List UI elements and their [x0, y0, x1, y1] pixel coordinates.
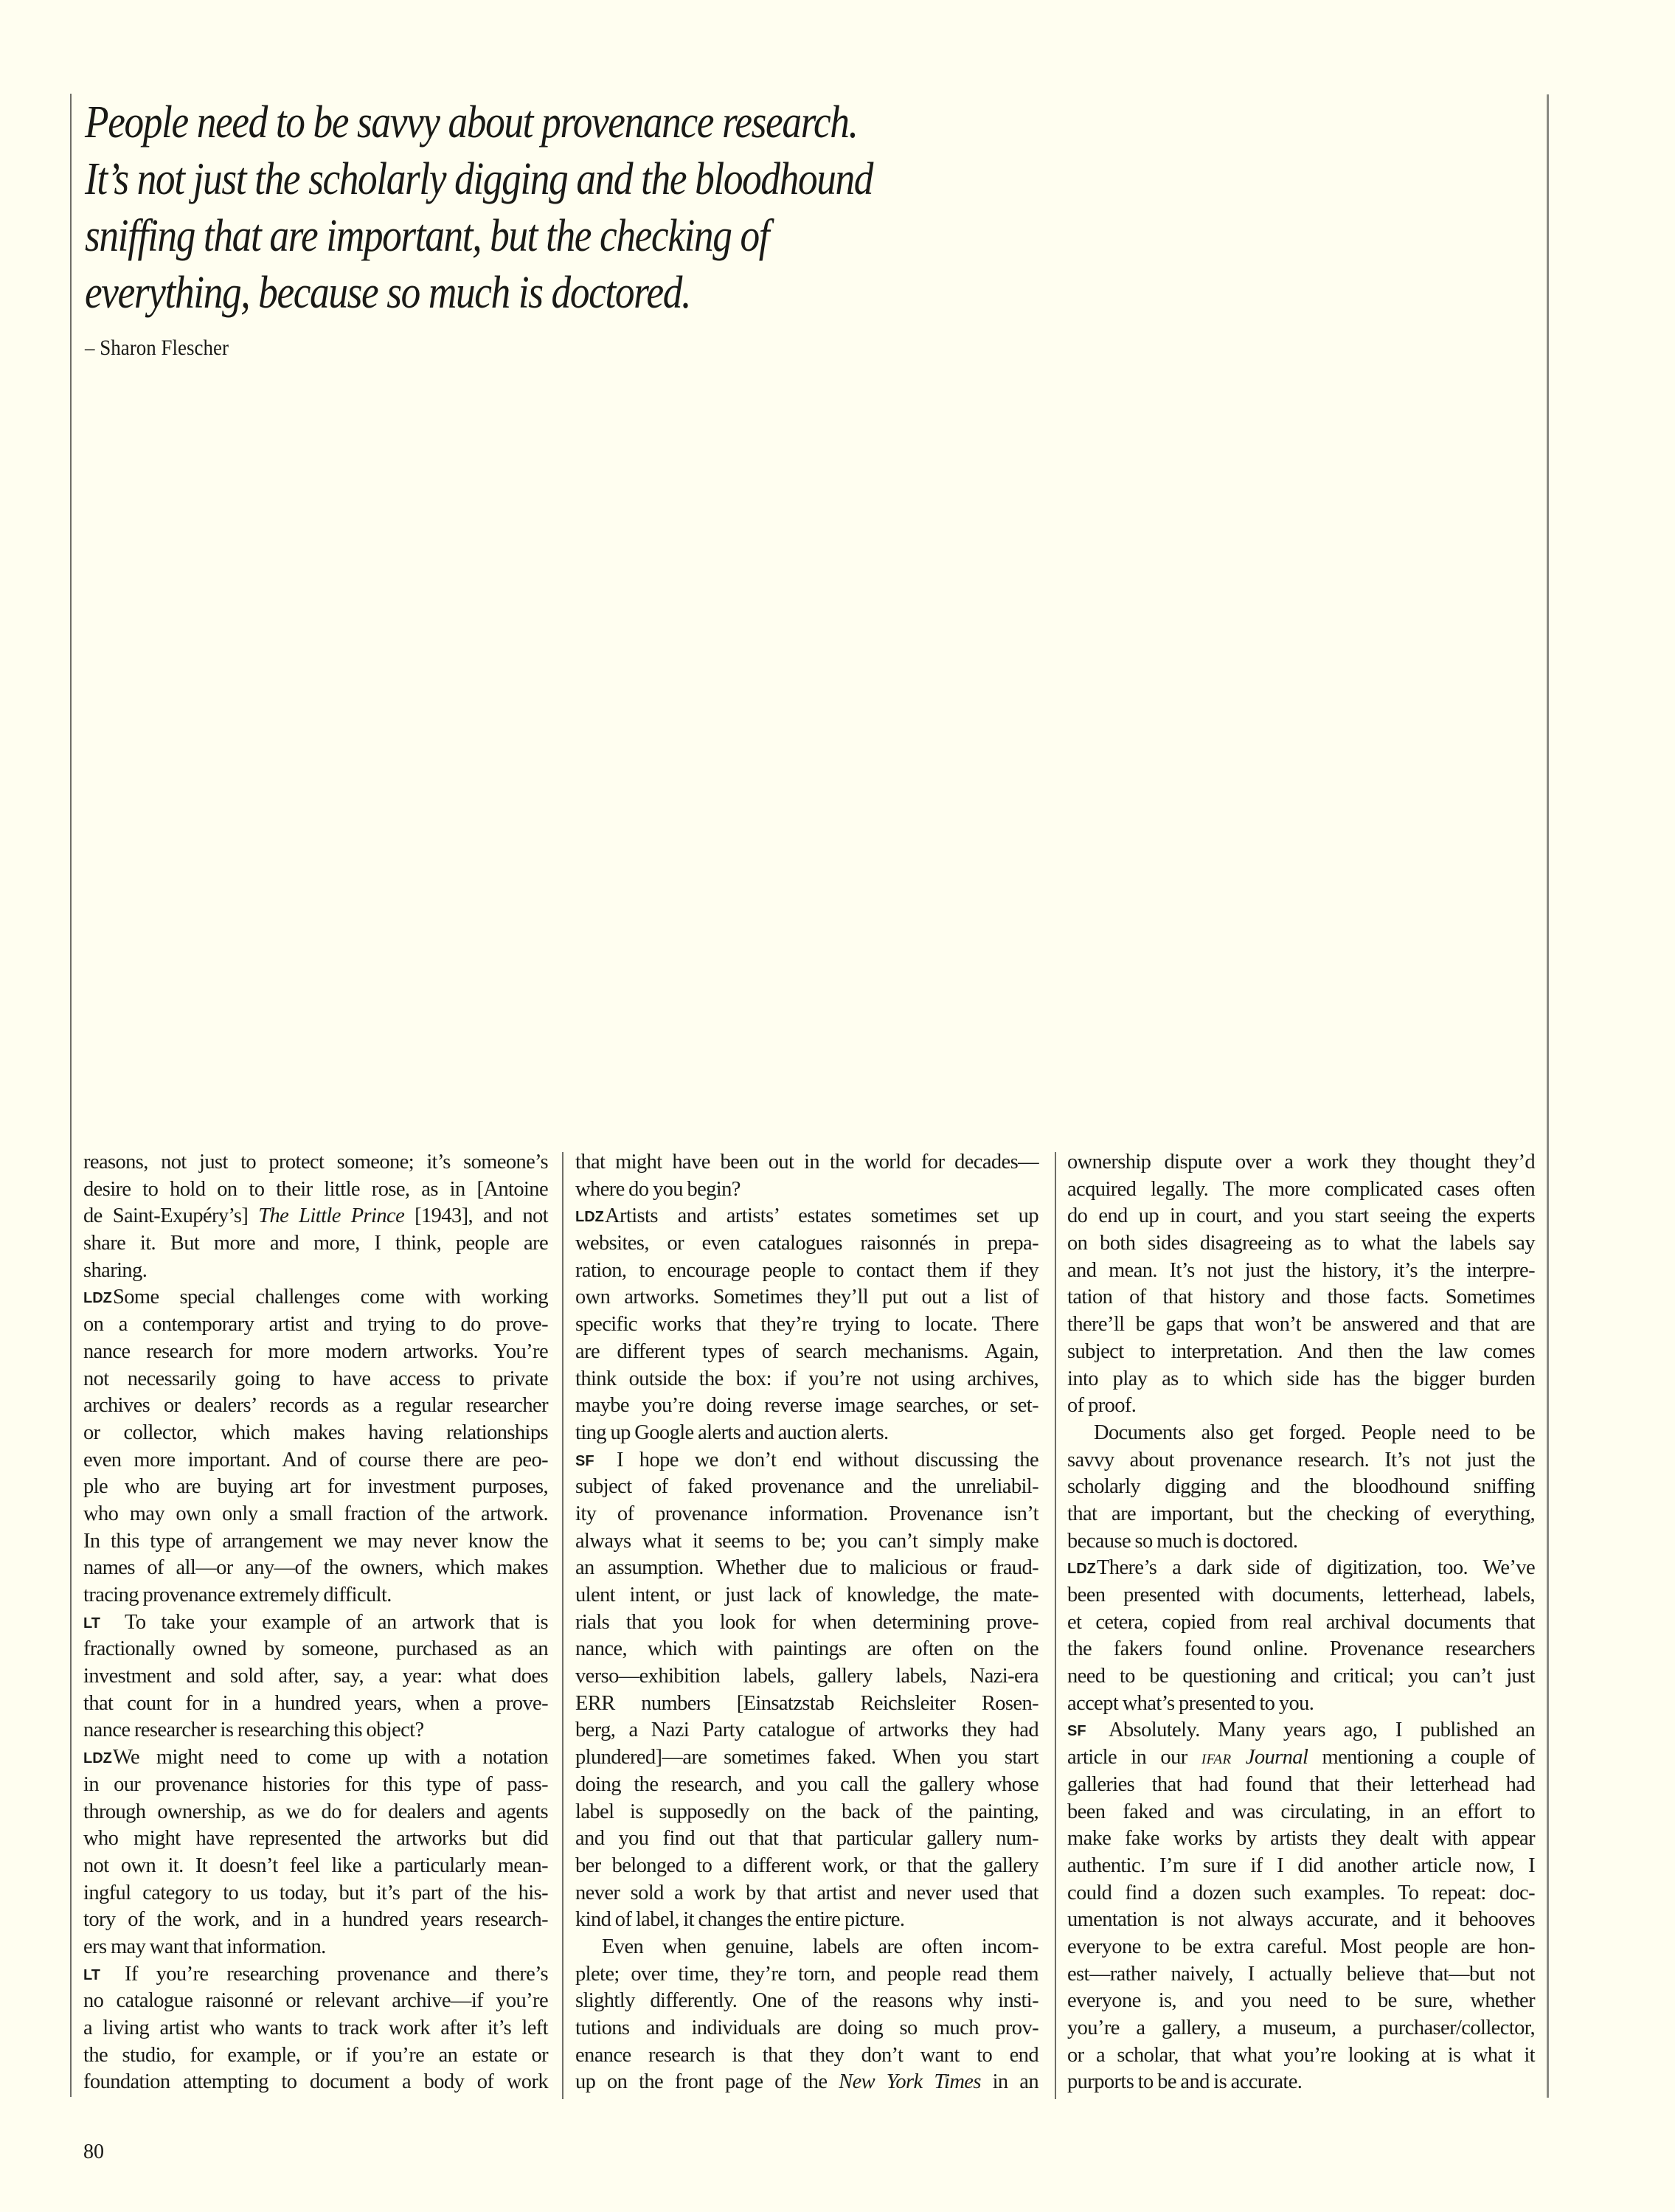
text-line: article in our IFAR Journal mentioning a couple of: [1067, 1746, 1535, 1769]
text-line: where do you begin?: [575, 1177, 741, 1201]
text-line: everyone to be extra careful. Most people are hon-: [1067, 1935, 1535, 1958]
text-line: the fakers found online. Provenance researchers: [1067, 1637, 1535, 1661]
text-line: LDZWe might need to come up with a notation: [83, 1744, 548, 1772]
text-line: ERR numbers [Einsatzstab Reichsleiter Rosen-: [575, 1691, 1038, 1715]
text-line: a living artist who wants to track work after it’s left: [83, 2017, 548, 2039]
text-line: you’re a gallery, a museum, a purchaser/collector,: [1067, 2017, 1535, 2039]
text-line: everyone is, and you need to be sure, whether: [1067, 1989, 1535, 2013]
text-line: up on the front page of the New York Times in an: [575, 2070, 1038, 2094]
text-line: acquired legally. The more complicated cases often: [1067, 1177, 1535, 1201]
book-title: The Little Prince: [258, 1204, 405, 1228]
text-line: an assumption. Whether due to malicious or fraud-: [575, 1556, 1038, 1580]
speaker-label: LDZ: [1067, 1561, 1096, 1578]
text-line: LDZArtists and artists’ estates sometimes set up: [575, 1203, 1038, 1230]
text-line: tutions and individuals are doing so much prov-: [575, 2017, 1038, 2039]
text-column-3: [1067, 1149, 1535, 2096]
text-line: into play as to which side has the bigger burden: [1067, 1367, 1535, 1390]
text-line: savvy about provenance research. It’s not just the: [1067, 1448, 1535, 1471]
text-line: who might have represented the artworks but did: [83, 1827, 548, 1851]
text-line: nance, which with paintings are often on the: [575, 1637, 1038, 1661]
text-line: doing the research, and you call the gallery whose: [575, 1772, 1038, 1796]
text-line: on both sides disagreeing as to what the labels say: [1067, 1232, 1535, 1255]
text-line: of proof.: [1067, 1394, 1137, 1418]
text-line: ber belonged to a different work, or that the gallery: [575, 1854, 1038, 1877]
text-line: are different types of search mechanisms. Again,: [575, 1339, 1038, 1363]
text-line: ity of provenance information. Provenance isn’t: [575, 1502, 1038, 1525]
text-line: LT If you’re researching provenance and there’s: [83, 1961, 548, 1989]
text-line: because so much is doctored.: [1067, 1529, 1298, 1553]
ifar-smallcaps: IFAR: [1201, 1752, 1232, 1768]
text-line: sharing.: [83, 1258, 148, 1282]
text-line: In this type of arrangement we may never know the: [83, 1529, 548, 1553]
text-line: enance research is that they don’t want to end: [575, 2043, 1038, 2067]
text-line: subject of faked provenance and the unreliabil-: [575, 1475, 1038, 1499]
pull-quote-text: [85, 94, 973, 322]
text-line: umentation is not always accurate, and it behooves: [1067, 1908, 1535, 1932]
text-line: no catalogue raisonné or relevant archive—if you’re: [83, 1989, 548, 2013]
right-border-rule: [1547, 94, 1549, 2098]
speaker-label: LT: [83, 1615, 100, 1632]
text-line: ulent intent, or just lack of knowledge, the mate-: [575, 1584, 1038, 1606]
text-line: that count for in a hundred years, when a prove-: [83, 1691, 548, 1715]
text-line: who may own only a small fraction of the artwork.: [83, 1502, 548, 1525]
pull-quote: [85, 94, 1117, 361]
text-line: names of all—or any—of the owners, which makes: [83, 1556, 548, 1580]
text-line: ration, to encourage people to contact them if they: [575, 1258, 1038, 1282]
text-line: think outside the box: if you’re not using archives,: [575, 1367, 1038, 1390]
text-line: rials that you look for when determining prove-: [575, 1610, 1038, 1634]
text-line: label is supposedly on the back of the painting,: [575, 1800, 1038, 1823]
text-line: make fake works by artists they dealt with appear: [1067, 1827, 1535, 1851]
text-line: LDZThere’s a dark side of digitization, too. We’ve: [1067, 1555, 1535, 1582]
pull-quote-line: People need to be savvy about provenance research.: [85, 97, 858, 148]
speaker-label: LDZ: [83, 1290, 112, 1307]
text-line: kind of label, it changes the entire picture.: [575, 1908, 905, 1932]
text-line: always what it seems to be; you can’t simply make: [575, 1529, 1038, 1553]
text-line: there’ll be gaps that won’t be answered and that are: [1067, 1313, 1535, 1336]
text-line: been faked and was circulating, in an effort to: [1067, 1800, 1535, 1823]
text-line: verso—exhibition labels, gallery labels, Nazi-era: [575, 1665, 1038, 1688]
text-line: Even when genuine, labels are often incom-: [602, 1935, 1038, 1958]
text-line: never sold a work by that artist and never used that: [575, 1881, 1038, 1904]
text-line: need to be questioning and critical; you can’t just: [1067, 1665, 1535, 1688]
text-line: scholarly digging and the bloodhound sniffing: [1067, 1475, 1535, 1499]
text-line: and you find out that that particular gallery num-: [575, 1827, 1038, 1851]
text-line: not necessarily going to have access to private: [83, 1367, 548, 1390]
text-line: ple who are buying art for investment purposes,: [83, 1475, 548, 1499]
text-line: SF I hope we don’t end without discussing the: [575, 1447, 1038, 1474]
text-line: own artworks. Sometimes they’ll put out a list of: [575, 1286, 1038, 1309]
text-line: in our provenance histories for this type of pass-: [83, 1772, 548, 1796]
text-line: tation of that history and those facts. Sometimes: [1067, 1286, 1535, 1309]
text-line: been presented with documents, letterhead, labels,: [1067, 1584, 1535, 1606]
text-line: SF Absolutely. Many years ago, I published an: [1067, 1717, 1535, 1744]
text-line: the studio, for example, or if you’re an estate or: [83, 2043, 548, 2067]
text-line: and mean. It’s not just the history, it’s the interpre-: [1067, 1258, 1535, 1282]
speaker-label: SF: [1067, 1723, 1086, 1740]
text-line: galleries that had found that their letterhead had: [1067, 1772, 1535, 1796]
text-line: or a scholar, that what you’re looking at is what it: [1067, 2043, 1535, 2067]
speaker-label: LDZ: [575, 1209, 604, 1226]
text-line: slightly differently. One of the reasons why insti-: [575, 1989, 1038, 2013]
text-line: fractionally owned by someone, purchased as an: [83, 1637, 548, 1661]
speaker-label: LT: [83, 1966, 100, 1983]
text-line: subject to interpretation. And then the law comes: [1067, 1339, 1535, 1363]
speaker-label: SF: [575, 1452, 594, 1469]
pull-quote-attribution: – Sharon Flescher: [85, 336, 229, 360]
text-line: on a contemporary artist and trying to do prove-: [83, 1313, 548, 1336]
journal-title: Journal: [1245, 1746, 1308, 1769]
text-column-1: [83, 1149, 548, 2096]
text-line: share it. But more and more, I think, people are: [83, 1232, 548, 1255]
text-line: ownership dispute over a work they thought they’d: [1067, 1151, 1535, 1173]
pull-quote-line: sniffing that are important, but the checking of: [85, 211, 769, 261]
text-line: nance research for more modern artworks. You’re: [83, 1339, 548, 1363]
left-border-rule: [70, 94, 72, 2097]
text-line: websites, or even catalogues raisonnés in prepa-: [575, 1232, 1038, 1255]
column-divider-2: [1055, 1152, 1056, 2099]
text-line: LT To take your example of an artwork that is: [83, 1609, 548, 1637]
text-line: plundered]—are sometimes faked. When you start: [575, 1746, 1038, 1769]
text-line: do end up in court, and you start seeing the experts: [1067, 1204, 1535, 1228]
text-line: purports to be and is accurate.: [1067, 2070, 1303, 2094]
text-line: even more important. And of course there are peo-: [83, 1448, 548, 1471]
page-number: 80: [83, 2140, 104, 2163]
newspaper-title: New York Times: [839, 2070, 981, 2094]
text-line: Documents also get forged. People need to be: [1094, 1421, 1535, 1444]
pull-quote-line: everything, because so much is doctored.: [85, 268, 691, 318]
column-divider-1: [562, 1152, 563, 2099]
text-line: tory of the work, and in a hundred years research-: [83, 1908, 548, 1932]
text-line: reasons, not just to protect someone; it’s someone’s: [83, 1151, 548, 1173]
text-line: tracing provenance extremely difficult.: [83, 1584, 392, 1606]
pull-quote-line: It’s not just the scholarly digging and the bloodhound: [85, 154, 873, 204]
text-line: that are important, but the checking of everything,: [1067, 1502, 1535, 1525]
text-line: de Saint-Exupéry’s] The Little Prince [1943], and not: [83, 1204, 548, 1228]
text-line: specific works that they’re trying to locate. There: [575, 1313, 1038, 1336]
text-line: or collector, which makes having relationships: [83, 1421, 548, 1444]
text-line: berg, a Nazi Party catalogue of artworks they had: [575, 1719, 1038, 1742]
text-line: desire to hold on to their little rose, as in [Antoine: [83, 1177, 548, 1201]
text-line: ingful category to us today, but it’s part of the his-: [83, 1881, 548, 1904]
text-line: et cetera, copied from real archival documents that: [1067, 1610, 1535, 1634]
text-line: est—rather naively, I actually believe that—but not: [1067, 1962, 1535, 1986]
text-line: not own it. It doesn’t feel like a particularly mean-: [83, 1854, 548, 1877]
text-line: accept what’s presented to you.: [1067, 1691, 1314, 1715]
text-line: foundation attempting to document a body of work: [83, 2070, 548, 2094]
text-line: nance researcher is researching this object?: [83, 1719, 424, 1742]
text-line: investment and sold after, say, a year: what does: [83, 1665, 548, 1688]
text-line: plete; over time, they’re torn, and people read them: [575, 1962, 1038, 1986]
text-line: through ownership, as we do for dealers and agents: [83, 1800, 548, 1823]
text-line: maybe you’re doing reverse image searches, or set-: [575, 1394, 1038, 1418]
text-column-2: [575, 1149, 1038, 2096]
text-line: LDZSome special challenges come with working: [83, 1284, 548, 1311]
text-line: archives or dealers’ records as a regular researcher: [83, 1394, 548, 1418]
text-line: ers may want that information.: [83, 1935, 326, 1958]
speaker-label: LDZ: [83, 1750, 112, 1767]
text-line: authentic. I’m sure if I did another article now, I: [1067, 1854, 1535, 1877]
text-line: could find a dozen such examples. To repeat: doc-: [1067, 1881, 1535, 1904]
text-line: that might have been out in the world for decades—: [575, 1151, 1038, 1173]
text-line: ting up Google alerts and auction alerts.: [575, 1421, 889, 1444]
